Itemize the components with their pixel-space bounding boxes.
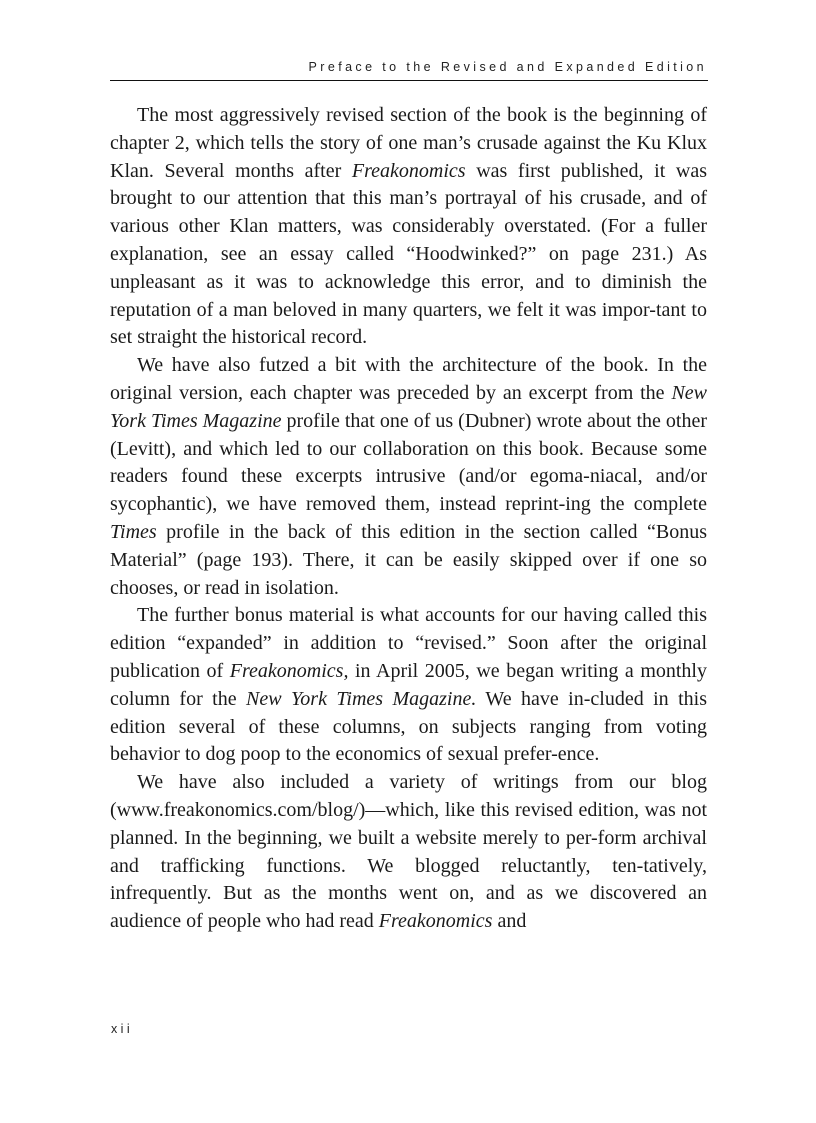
paragraph — [110, 352, 707, 602]
italic-title: Freakonomics — [378, 910, 493, 933]
text-run: was first published, it was brought to our attention that this man’s portrayal of his crusade, and of various other Klan matters, was considerably overstated. (For a fuller explanation, see an essay called “Hoodwinked?” on page 231.) As unpleasant as it was to acknowledge this error, and to diminish the reputation of a man beloved in many quarters, we felt it was impor-tant to set straight the historical record. — [110, 159, 708, 349]
page-number: xii — [111, 1022, 134, 1036]
header-rule — [110, 80, 708, 81]
text-run: in April 2005, we began writing a monthly column for the — [110, 659, 707, 710]
paragraph — [110, 102, 707, 352]
text-run: We have also futzed a bit with the architecture of the book. In the original version, each chapter was preceded by an excerpt from the — [110, 354, 707, 404]
text-run: The most aggressively revised section of the book is the beginning of chapter 2, which tells the story of one man’s crusade against the Ku Klux Klan. Several months after — [110, 104, 707, 182]
italic-title: Freakonomics, — [229, 659, 349, 682]
text-run: We have in-cluded in this edition several of these columns, on subjects ranging from voting behavior to dog poop to the economics of sexual prefer-ence. — [110, 687, 708, 766]
text-run: The further bonus material is what accounts for our having called this edition “expanded” in addition to “revised.” Soon after the original publication of — [110, 604, 707, 682]
paragraph — [110, 602, 707, 769]
italic-title: Freakonomics — [351, 159, 466, 182]
running-head: Preface to the Revised and Expanded Edition — [308, 60, 707, 74]
text-run: profile in the back of this edition in the section called “Bonus Material” (page 193). There, it can be easily skipped over if one so chooses, or read in isolation. — [110, 520, 707, 599]
italic-title: New York Times Magazine — [110, 381, 707, 432]
text-run: We have also included a variety of writings from our blog (www.freakonomics.com/blog/)—which, like this revised edition, was not planned. In the beginning, we built a website merely to per-form archival and trafficking functions. We blogged reluctantly, ten-tatively, infrequently. But as the months went on, and as we discovered an audience of people who had read — [110, 771, 707, 933]
italic-title: New York Times Magazine. — [246, 687, 477, 710]
italic-title: Times — [110, 520, 157, 543]
text-run: profile that one of us (Dubner) wrote about the other (Levitt), and which led to our collaboration on this book. Because some readers found these excerpts intrusive (and/or egoma-niacal, and/or sycophantic), we have removed them, instead reprint-ing the complete — [110, 409, 707, 516]
paragraph — [110, 769, 707, 936]
body-text — [110, 102, 707, 936]
text-run: and — [492, 910, 527, 933]
